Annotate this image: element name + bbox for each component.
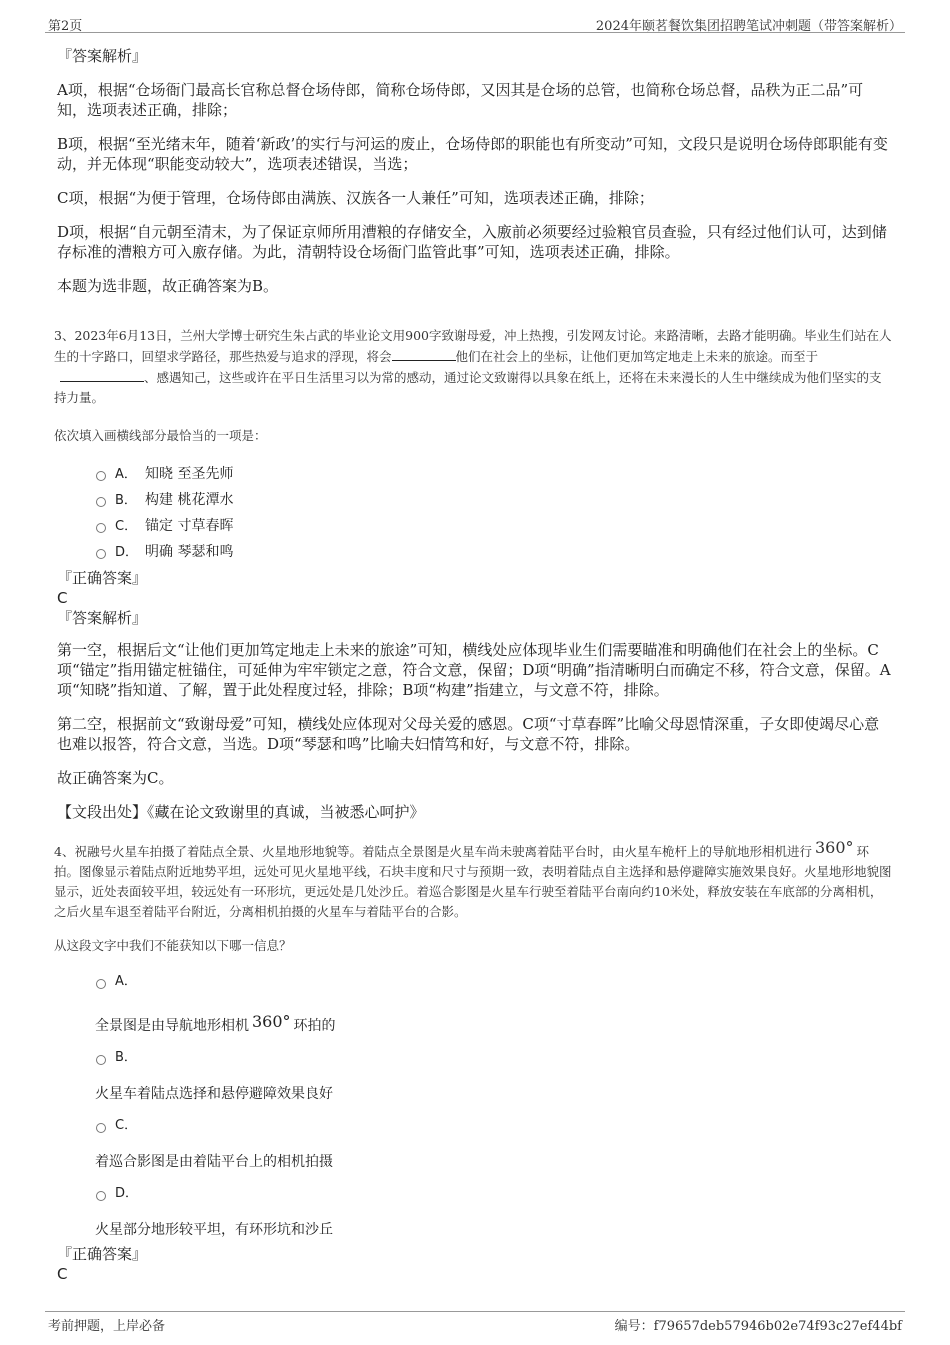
- q2-analysis-label: 『答案解析』: [57, 47, 148, 65]
- q3-analysis-1: 第一空，根据后文“让他们更加笃定地走上未来的旅途”可知，横线处应体现毕业生们需要瞄准和明确他们在社会上的坐标。C项“锚定”指用锚定桩锚住，可延伸为牢牢锁定之意，符合文意，保留；D项“明确”指清晰明白而确定不移，符合文意，保留。A项“知晓”指知道、了解，置于此处程度过轻，排除；B项“构建”指建立，与文意不符，排除。: [57, 641, 891, 699]
- q3-options: [95, 464, 893, 568]
- radio-button[interactable]: [96, 549, 106, 559]
- q4-prompt: 从这段文字中我们不能获知以下哪一信息？: [54, 938, 292, 953]
- q3-source: 【文段出处】《藏在论文致谢里的真诚，当被悉心呵护》: [57, 803, 425, 821]
- degree-symbol: 360°: [814, 838, 854, 857]
- radio-button[interactable]: [96, 471, 106, 481]
- q3-blank-1: [392, 346, 456, 361]
- q3-answer: C: [57, 589, 68, 607]
- document-id: 编号：f79657deb57946b02e74f93c27ef44bf: [614, 1319, 902, 1334]
- q4-answer: C: [57, 1265, 68, 1283]
- q2-analysis-b: B项，根据“至光绪末年，随着‘新政’的实行与河运的废止，仓场侍郎的职能也有所变动”可知，文段只是说明仓场侍郎职能有变动，并无体现“职能变动较大”，选项表述错误，当选；: [57, 135, 888, 173]
- radio-button[interactable]: [96, 497, 106, 507]
- q4-option-b-text: 火星车着陆点选择和悬停避障效果良好: [95, 1086, 333, 1102]
- q2-analysis-d: D项，根据“自元朝至清末，为了保证京师所用漕粮的存储安全，入廒前必须要经过验粮官员查验，只有经过他们认可，达到储存标准的漕粮方可入廒存储。为此，清朝特设仓场衙门监管此事”可知，选项表述正确，排除。: [57, 223, 887, 261]
- q4-option-c[interactable]: C．: [95, 1116, 893, 1140]
- q2-conclusion: 本题为选非题，故正确答案为B。: [57, 277, 279, 295]
- radio-button[interactable]: [96, 979, 106, 989]
- q3-option-a[interactable]: A． 知晓 至圣先师: [95, 464, 893, 490]
- document-title: 2024年颐茗餐饮集团招聘笔试冲刺题（带答案解析）: [595, 19, 902, 34]
- q3-answer-label: 『正确答案』: [57, 569, 148, 587]
- q4-option-b[interactable]: B．: [95, 1048, 893, 1072]
- radio-button[interactable]: [96, 1055, 106, 1065]
- q4-option-c-text: 着巡合影图是由着陆平台上的相机拍摄: [95, 1154, 333, 1170]
- q2-analysis-a: A项，根据“仓场衙门最高长官称总督仓场侍郎，简称仓场侍郎，又因其是仓场的总管，也简称仓场总督，品秩为正二品”可知，选项表述正确，排除；: [57, 81, 864, 119]
- page-number: 第2页: [48, 19, 83, 34]
- q2-analysis-c: C项，根据“为便于管理，仓场侍郎由满族、汉族各一人兼任”可知，选项表述正确，排除；: [57, 189, 654, 207]
- radio-button[interactable]: [96, 523, 106, 533]
- q4-question-text: 4、祝融号火星车拍摄了着陆点全景、火星地形地貌等。着陆点全景图是火星车尚未驶离着陆平台时，由火星车桅杆上的导航地形相机进行 360° 环拍。图像显示着陆点附近地势平坦，远处可见火星地平线，石块丰度和尺寸与预期一致，表明着陆点自主选择和悬停避障实施效果良好。火星地形地貌图显示，近处表面较平坦，较远处有一环形坑，更远处是几处沙丘。着巡合影图是火星车行驶至着陆平台南向约10米处，释放安装在车底部的分离相机，之后火星车退至着陆平台附近，分离相机拍摄的火星车与着陆平台的合影。: [54, 838, 892, 919]
- q3-option-c[interactable]: C． 锚定 寸草春晖: [95, 516, 893, 542]
- q4-option-d-text: 火星部分地形较平坦，有环形坑和沙丘: [95, 1222, 333, 1238]
- q3-analysis-2: 第二空，根据前文“致谢母爱”可知，横线处应体现对父母关爱的感恩。C项“寸草春晖”比喻父母恩情深重，子女即使竭尽心意也难以报答，符合文意，当选。D项“琴瑟和鸣”比喻夫妇情笃和好，与文意不符，排除。: [57, 715, 880, 753]
- footer-slogan: 考前押题，上岸必备: [48, 1319, 166, 1334]
- radio-button[interactable]: [96, 1191, 106, 1201]
- q3-blank-2: [60, 367, 144, 382]
- q3-question-text: 3、2023年6月13日，兰州大学博士研究生朱占武的毕业论文用900字致谢母爱，冲上热搜，引发网友讨论。来路清晰，去路才能明确。毕业生们站在人生的十字路口，回望求学路径，那些热爱与追求的浮现，将会 他们在社会上的坐标，让他们更加笃定地走上未来的旅途。而至于、感遇知己，这些或许在平日生活里习以为常的感动，通过论文致谢得以具象在纸上，还将在未来漫长的人生中继续成为他们坚实的支持力量。: [54, 328, 892, 405]
- q3-conclusion: 故正确答案为C。: [57, 769, 174, 787]
- degree-symbol: 360°: [252, 1012, 291, 1031]
- q4-options: [95, 972, 893, 1240]
- q3-option-d[interactable]: D． 明确 琴瑟和鸣: [95, 542, 893, 568]
- radio-button[interactable]: [96, 1123, 106, 1133]
- q4-option-a-text: 全景图是由导航地形相机 360° 环拍的: [95, 1012, 336, 1034]
- q4-option-a[interactable]: A．: [95, 972, 893, 996]
- q4-answer-label: 『正确答案』: [57, 1245, 148, 1263]
- q4-option-d[interactable]: D．: [95, 1184, 893, 1208]
- q3-prompt: 依次填入画横线部分最恰当的一项是：: [54, 428, 267, 443]
- q3-option-b[interactable]: B． 构建 桃花潭水: [95, 490, 893, 516]
- main-content: [54, 46, 893, 1284]
- page-footer: [45, 1311, 905, 1332]
- q3-analysis-label: 『答案解析』: [57, 609, 148, 627]
- page-header: [45, 12, 905, 33]
